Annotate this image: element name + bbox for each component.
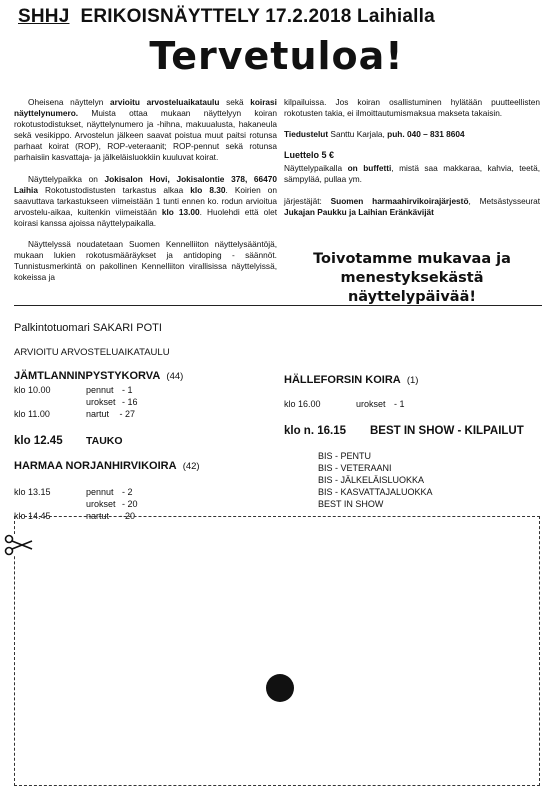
- schedule-row: [86, 486, 133, 498]
- info-contact: [284, 129, 540, 140]
- organizers-text: , Metsästysseurat: [468, 195, 541, 206]
- row-time: klo 10.00: [14, 385, 51, 395]
- row-count: - 2: [122, 487, 133, 497]
- venue-text-1: Näyttelypaikka on: [28, 173, 105, 184]
- break-label: TAUKO: [86, 435, 123, 447]
- row-count: - 1: [394, 399, 405, 409]
- info-name: Santtu Karjala,: [328, 129, 388, 140]
- organizers: [284, 196, 540, 218]
- buffet-bold: on buffetti: [347, 163, 392, 174]
- list-item: BIS - PENTU: [318, 451, 372, 461]
- list-item: BEST IN SHOW: [318, 499, 384, 509]
- intro-text-1: Oheisena näyttelyn: [28, 97, 110, 107]
- right-column: [284, 97, 540, 228]
- buffet-text-1: Näyttelypaikalla: [284, 163, 348, 174]
- page-title: Tervetuloa!: [149, 34, 404, 78]
- schedule-row: [14, 384, 51, 396]
- row-class: pennut: [86, 385, 114, 395]
- org-abbrev: SHHJ: [18, 6, 70, 27]
- punch-hole-dot: [266, 674, 294, 702]
- schedule-row: [86, 408, 135, 420]
- buffet-text-2: , mistä saa makkaraa, kahvia, teetä, sämpyläá, pullaa ym.: [284, 163, 540, 185]
- row-class: nartut: [86, 511, 110, 521]
- breed-heading-2: [14, 460, 200, 472]
- divider: [14, 305, 542, 306]
- organizer-main: Suomen harmaahirvikoirajärjestö: [330, 195, 469, 206]
- break-time: klo 12.45: [14, 435, 63, 447]
- judge-name: Palkintotuomari SAKARI POTI: [14, 322, 162, 334]
- schedule-row: [284, 398, 321, 410]
- number-cutout-area: [14, 516, 540, 786]
- venue-text-3: . Koirien on saavuttava tarkastukseen viimeistään 1 tunti ennen ko. rodun arvioitua arvostelu-aikaa, kuitenkin viimeistään: [14, 184, 277, 217]
- schedule-row: [356, 398, 405, 410]
- buffet-info: [284, 163, 540, 185]
- rules-continued: kilpailuissa. Jos koiran osallistuminen hylätään puutteellisten rokotusten takia, ei ilmoittautumismaksua makseta takaisin.: [284, 97, 540, 119]
- venue-text-2: Rokotustodistusten tarkastus alkaa: [37, 184, 191, 195]
- row-count: - 1: [122, 385, 133, 395]
- breed-count: (44): [166, 371, 184, 382]
- bis-time: klo n. 16.15: [284, 425, 347, 437]
- row-class: nartut: [86, 409, 110, 419]
- slogan: [284, 250, 540, 307]
- list-item: BIS - KASVATTAJALUOKKA: [318, 487, 433, 497]
- row-count: - 16: [122, 397, 138, 407]
- breed-name: JÄMTLANNINPYSTYKORVA: [14, 370, 161, 382]
- breed-name: HÄLLEFORSIN KOIRA: [284, 374, 401, 386]
- row-count: - 20: [119, 511, 136, 521]
- catalog-price: Luettelo 5 €: [284, 150, 335, 161]
- event-name: ERIKOISNÄYTTELY 17.2.2018 Laihialla: [80, 6, 435, 27]
- breed-heading-1: [14, 370, 183, 382]
- breed-name: HARMAA NORJANHIRVIKOIRA: [14, 460, 177, 472]
- schedule-row: [86, 498, 138, 510]
- row-time: klo 16.00: [284, 399, 321, 409]
- intro-paragraph: [14, 97, 277, 164]
- breed-count: (1): [406, 375, 419, 386]
- bis-list: [318, 450, 433, 510]
- event-header: [18, 6, 538, 28]
- breed-heading-3: [284, 374, 418, 386]
- venue-paragraph: [14, 174, 277, 229]
- row-time: klo 11.00: [14, 409, 50, 419]
- schedule-row: [14, 486, 51, 498]
- bis-label: BEST IN SHOW - KILPAILUT: [370, 425, 524, 437]
- row-count: - 27: [119, 409, 136, 419]
- list-item: BIS - VETERAANI: [318, 463, 392, 473]
- row-time: klo 14.45: [14, 511, 51, 521]
- info-phone: puh. 040 – 831 8604: [387, 129, 465, 140]
- venue-text-4: . Huolehdi että olet koirasi kanssa ajoissa näyttelypaikalla.: [14, 206, 278, 228]
- intro-bold-1: arvioitu arvosteluaikataulu: [109, 97, 220, 107]
- row-class: pennut: [86, 487, 114, 497]
- row-time: klo 13.15: [14, 487, 51, 497]
- schedule-row: [86, 396, 138, 408]
- info-label: Tiedustelut: [284, 129, 329, 140]
- venue-address: Jokisalon Hovi, Jokisalontie 378, 66470 Laihia: [14, 173, 277, 195]
- intro-text-3: Muista ottaa mukaan näyttelyyn koiran rokotustodistukset, näyttelynumero ja -hihna, makuualusta, hakaneula sekä vesikippo. Arvostelun jälkeen saavat poistua muut paitsi rotunsa parhaat koirat (ROP), ROP-veteraanit; ROP-pennut sekä rotunsa parhaisiin kasvattaja- ja jälkeläisluokkiin kuuluvat koirat.: [14, 108, 277, 163]
- intro-bold-2: koirasi näyttelynumero.: [14, 97, 277, 119]
- venue-deadline: klo 13.00: [161, 206, 200, 217]
- list-item: BIS - JÄLKELÄISLUOKKA: [318, 475, 425, 485]
- slogan-line-2: menestyksekästä näyttelypäivää!: [340, 270, 484, 305]
- scissors-icon: [4, 534, 34, 556]
- schedule-row: [86, 384, 133, 396]
- schedule-title: ARVIOITU ARVOSTELUAIKATAULU: [14, 347, 170, 358]
- row-count: - 20: [122, 499, 138, 509]
- schedule-row: [14, 408, 50, 420]
- organizer-clubs: Jukajan Paukku ja Laihian Eränkävijät: [284, 206, 434, 217]
- intro-text-2: sekä: [219, 97, 251, 107]
- rules-paragraph: Näyttelyssä noudatetaan Suomen Kennelliiton näyttelysääntöjä, mukaan lukien rokotusmääräykset ja antidoping - säännöt. Tunnistusmerkintä on pakollinen Kennelliiton virallisissa näyttelyissä, kokeissa ja: [14, 239, 277, 283]
- venue-start-time: klo 8.30: [190, 184, 226, 195]
- row-class: urokset: [356, 399, 386, 409]
- row-class: urokset: [86, 499, 116, 509]
- breed-count: (42): [182, 461, 200, 472]
- row-class: urokset: [86, 397, 116, 407]
- slogan-line-1: Toivotamme mukavaa ja: [313, 251, 511, 267]
- left-column: [14, 97, 277, 293]
- organizers-label: järjestäjät:: [284, 195, 331, 206]
